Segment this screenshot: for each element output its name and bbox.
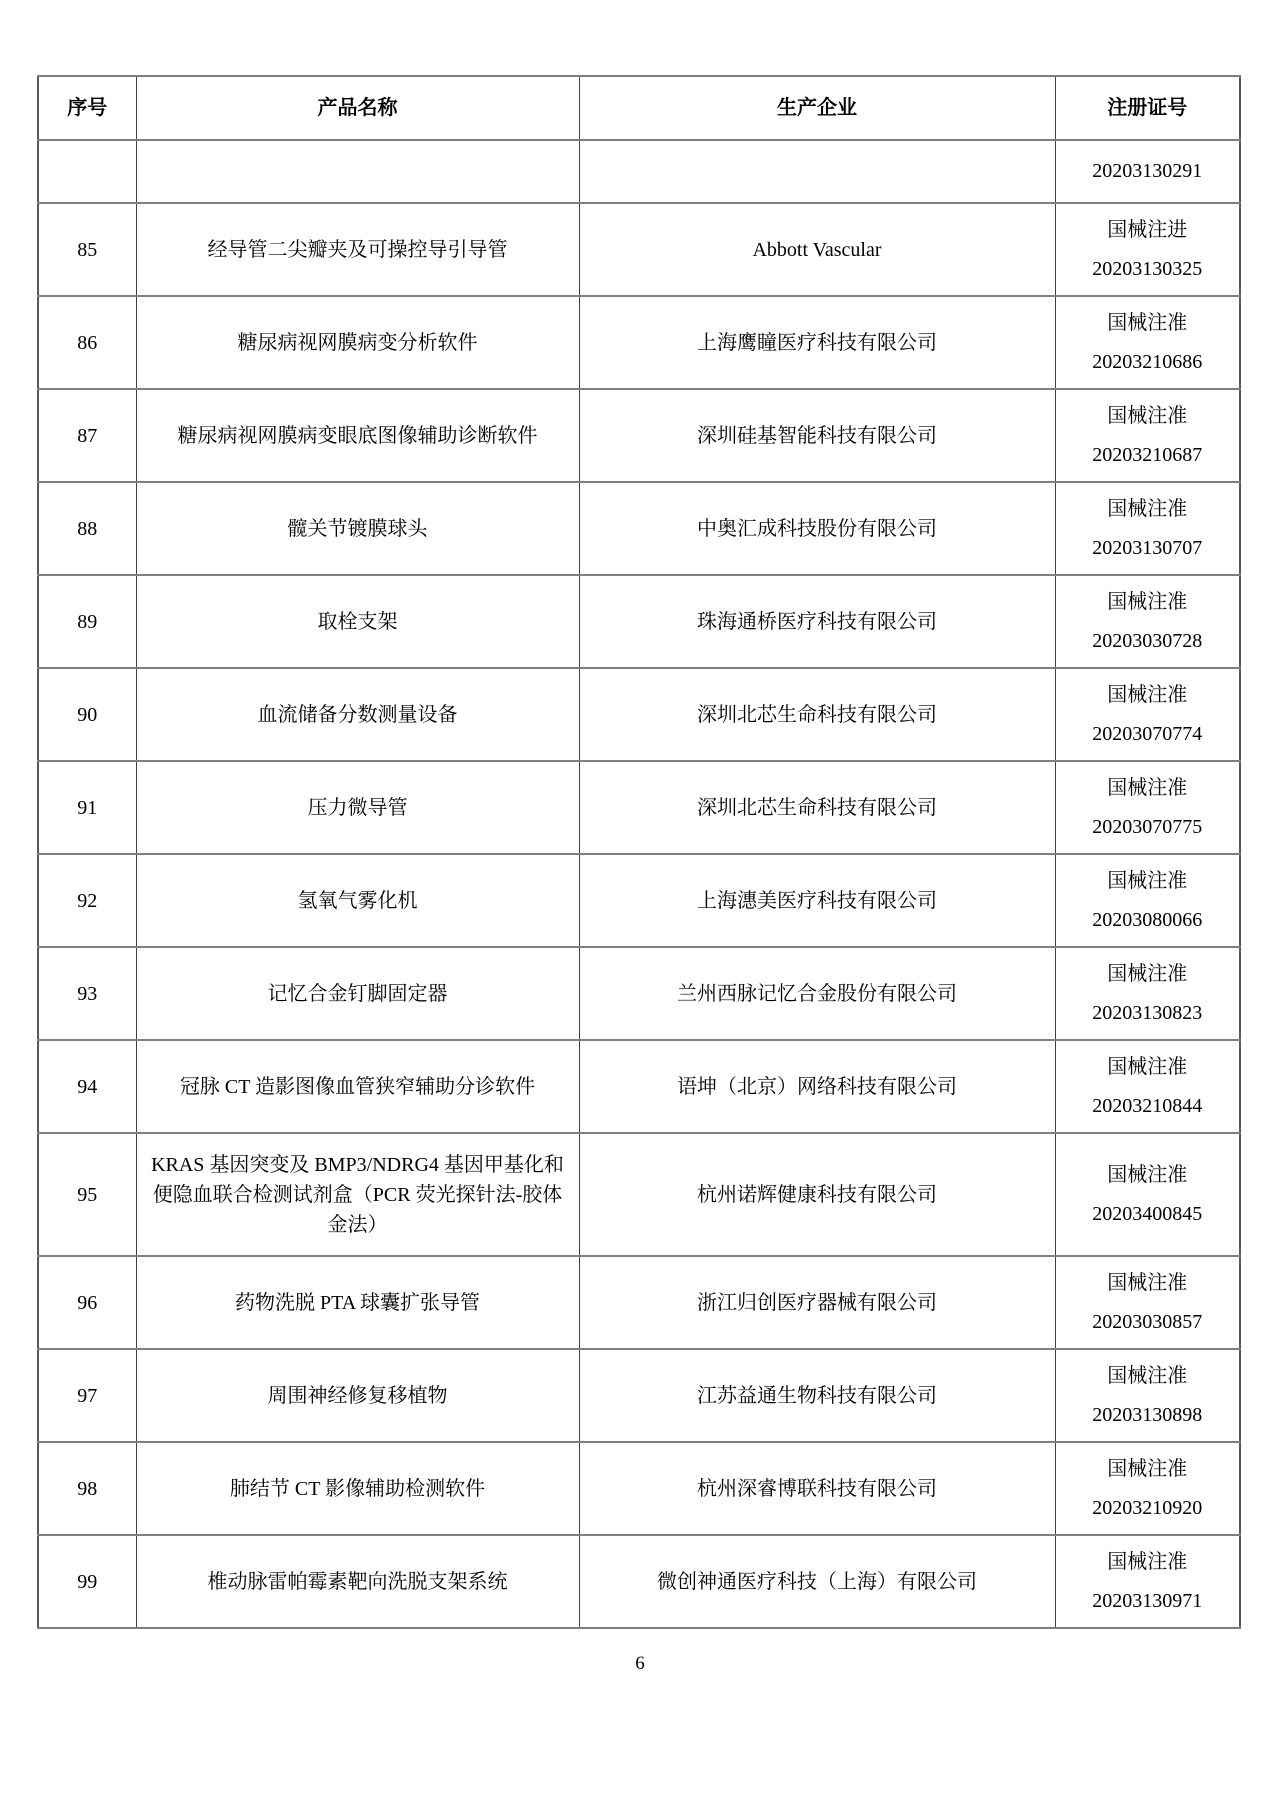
cell-product-name: 冠脉 CT 造影图像血管狭窄辅助分诊软件: [136, 1040, 579, 1133]
table-row: [38, 668, 1240, 761]
registration-no: 20203130325: [1092, 257, 1203, 280]
table-row: [38, 1535, 1240, 1628]
cell-product-name: 糖尿病视网膜病变眼底图像辅助诊断软件: [136, 389, 579, 482]
cell-product-name: 糖尿病视网膜病变分析软件: [136, 296, 579, 389]
cell-registration-number: [1055, 761, 1240, 854]
cell-serial-number: 86: [38, 296, 136, 389]
cell-registration-number: [1055, 947, 1240, 1040]
column-header-3: 注册证号: [1055, 76, 1240, 140]
cell-manufacturer: 兰州西脉记忆合金股份有限公司: [579, 947, 1055, 1040]
table-row: [38, 482, 1240, 575]
table-row: [38, 1349, 1240, 1442]
cell-serial-number: 94: [38, 1040, 136, 1133]
cell-serial-number: [38, 140, 136, 203]
cell-registration-number: [1055, 575, 1240, 668]
column-header-1: 产品名称: [136, 76, 579, 140]
cell-registration-number: [1055, 140, 1240, 203]
cell-product-name: KRAS 基因突变及 BMP3/NDRG4 基因甲基化和便隐血联合检测试剂盒（PCR 荧光探针法-胶体金法）: [136, 1133, 579, 1256]
table-row: [38, 1040, 1240, 1133]
cell-manufacturer: 杭州深睿博联科技有限公司: [579, 1442, 1055, 1535]
cell-manufacturer: 上海鹰瞳医疗科技有限公司: [579, 296, 1055, 389]
table-row: [38, 389, 1240, 482]
registration-no: 20203070775: [1092, 815, 1203, 838]
registration-no: 20203130823: [1092, 1001, 1203, 1024]
cell-serial-number: 97: [38, 1349, 136, 1442]
table-header-row: [38, 76, 1240, 140]
registration-no: 20203130707: [1092, 536, 1203, 559]
cell-registration-number: [1055, 1349, 1240, 1442]
table-row: [38, 1256, 1240, 1349]
cell-manufacturer: [579, 140, 1055, 203]
table-row: [38, 296, 1240, 389]
registration-type: 国械注准: [1107, 311, 1188, 334]
cell-serial-number: 96: [38, 1256, 136, 1349]
cell-product-name: 氢氧气雾化机: [136, 854, 579, 947]
cell-manufacturer: 珠海通桥医疗科技有限公司: [579, 575, 1055, 668]
cell-serial-number: 93: [38, 947, 136, 1040]
cell-registration-number: [1055, 1442, 1240, 1535]
cell-product-name: 周围神经修复移植物: [136, 1349, 579, 1442]
registration-no: 20203210844: [1092, 1094, 1203, 1117]
table-row: [38, 140, 1240, 203]
cell-serial-number: 92: [38, 854, 136, 947]
cell-registration-number: [1055, 1256, 1240, 1349]
cell-manufacturer: 深圳北芯生命科技有限公司: [579, 761, 1055, 854]
cell-registration-number: [1055, 389, 1240, 482]
cell-registration-number: [1055, 1535, 1240, 1628]
cell-serial-number: 90: [38, 668, 136, 761]
registration-no: 20203210687: [1092, 443, 1203, 466]
registration-no: 20203080066: [1092, 908, 1203, 931]
table-row: [38, 1442, 1240, 1535]
cell-product-name: [136, 140, 579, 203]
cell-registration-number: [1055, 296, 1240, 389]
registration-type: 国械注准: [1107, 962, 1188, 985]
cell-manufacturer: 中奥汇成科技股份有限公司: [579, 482, 1055, 575]
table-row: [38, 854, 1240, 947]
cell-product-name: 药物洗脱 PTA 球囊扩张导管: [136, 1256, 579, 1349]
registration-no: 20203130291: [1092, 160, 1203, 182]
page-number: 6: [635, 1653, 645, 1674]
registration-type: 国械注准: [1107, 404, 1188, 427]
cell-product-name: 血流储备分数测量设备: [136, 668, 579, 761]
cell-serial-number: 85: [38, 203, 136, 296]
cell-serial-number: 98: [38, 1442, 136, 1535]
registration-type: 国械注准: [1107, 1055, 1188, 1078]
cell-product-name: 压力微导管: [136, 761, 579, 854]
registration-no: 20203210686: [1092, 350, 1203, 373]
registration-type: 国械注准: [1107, 590, 1188, 613]
table-row: [38, 761, 1240, 854]
table-row: [38, 1133, 1240, 1256]
registration-type: 国械注准: [1107, 1163, 1188, 1186]
cell-product-name: 髋关节镀膜球头: [136, 482, 579, 575]
cell-manufacturer: 深圳北芯生命科技有限公司: [579, 668, 1055, 761]
cell-registration-number: [1055, 668, 1240, 761]
cell-registration-number: [1055, 1040, 1240, 1133]
cell-manufacturer: 上海潓美医疗科技有限公司: [579, 854, 1055, 947]
registration-type: 国械注准: [1107, 1271, 1188, 1294]
table-row: [38, 947, 1240, 1040]
cell-product-name: 肺结节 CT 影像辅助检测软件: [136, 1442, 579, 1535]
cell-serial-number: 91: [38, 761, 136, 854]
column-header-0: 序号: [38, 76, 136, 140]
registration-type: 国械注准: [1107, 1550, 1188, 1573]
cell-registration-number: [1055, 1133, 1240, 1256]
registration-no: 20203130898: [1092, 1403, 1203, 1426]
cell-product-name: 经导管二尖瓣夹及可操控导引导管: [136, 203, 579, 296]
cell-serial-number: 99: [38, 1535, 136, 1628]
cell-manufacturer: 语坤（北京）网络科技有限公司: [579, 1040, 1055, 1133]
cell-serial-number: 88: [38, 482, 136, 575]
registration-no: 20203030728: [1092, 629, 1203, 652]
registration-type: 国械注准: [1107, 1457, 1188, 1480]
cell-product-name: 记忆合金钉脚固定器: [136, 947, 579, 1040]
registration-type: 国械注准: [1107, 869, 1188, 892]
registration-type: 国械注准: [1107, 497, 1188, 520]
cell-serial-number: 87: [38, 389, 136, 482]
cell-product-name: 椎动脉雷帕霉素靶向洗脱支架系统: [136, 1535, 579, 1628]
cell-registration-number: [1055, 854, 1240, 947]
registration-type: 国械注准: [1107, 1364, 1188, 1387]
cell-registration-number: [1055, 203, 1240, 296]
cell-manufacturer: 深圳硅基智能科技有限公司: [579, 389, 1055, 482]
cell-manufacturer: 江苏益通生物科技有限公司: [579, 1349, 1055, 1442]
cell-manufacturer: 浙江归创医疗器械有限公司: [579, 1256, 1055, 1349]
cell-serial-number: 89: [38, 575, 136, 668]
registration-type: 国械注准: [1107, 776, 1188, 799]
registration-no: 20203030857: [1092, 1310, 1203, 1333]
cell-registration-number: [1055, 482, 1240, 575]
cell-manufacturer: Abbott Vascular: [579, 203, 1055, 296]
cell-serial-number: 95: [38, 1133, 136, 1256]
cell-product-name: 取栓支架: [136, 575, 579, 668]
registration-table: [37, 75, 1241, 1629]
registration-type: 国械注进: [1107, 218, 1188, 241]
table-row: [38, 575, 1240, 668]
registration-no: 20203210920: [1092, 1496, 1203, 1519]
registration-no: 20203400845: [1092, 1202, 1203, 1225]
cell-manufacturer: 微创神通医疗科技（上海）有限公司: [579, 1535, 1055, 1628]
cell-manufacturer: 杭州诺辉健康科技有限公司: [579, 1133, 1055, 1256]
table-row: [38, 203, 1240, 296]
column-header-2: 生产企业: [579, 76, 1055, 140]
registration-type: 国械注准: [1107, 683, 1188, 706]
registration-no: 20203070774: [1092, 722, 1203, 745]
registration-no: 20203130971: [1092, 1589, 1203, 1612]
